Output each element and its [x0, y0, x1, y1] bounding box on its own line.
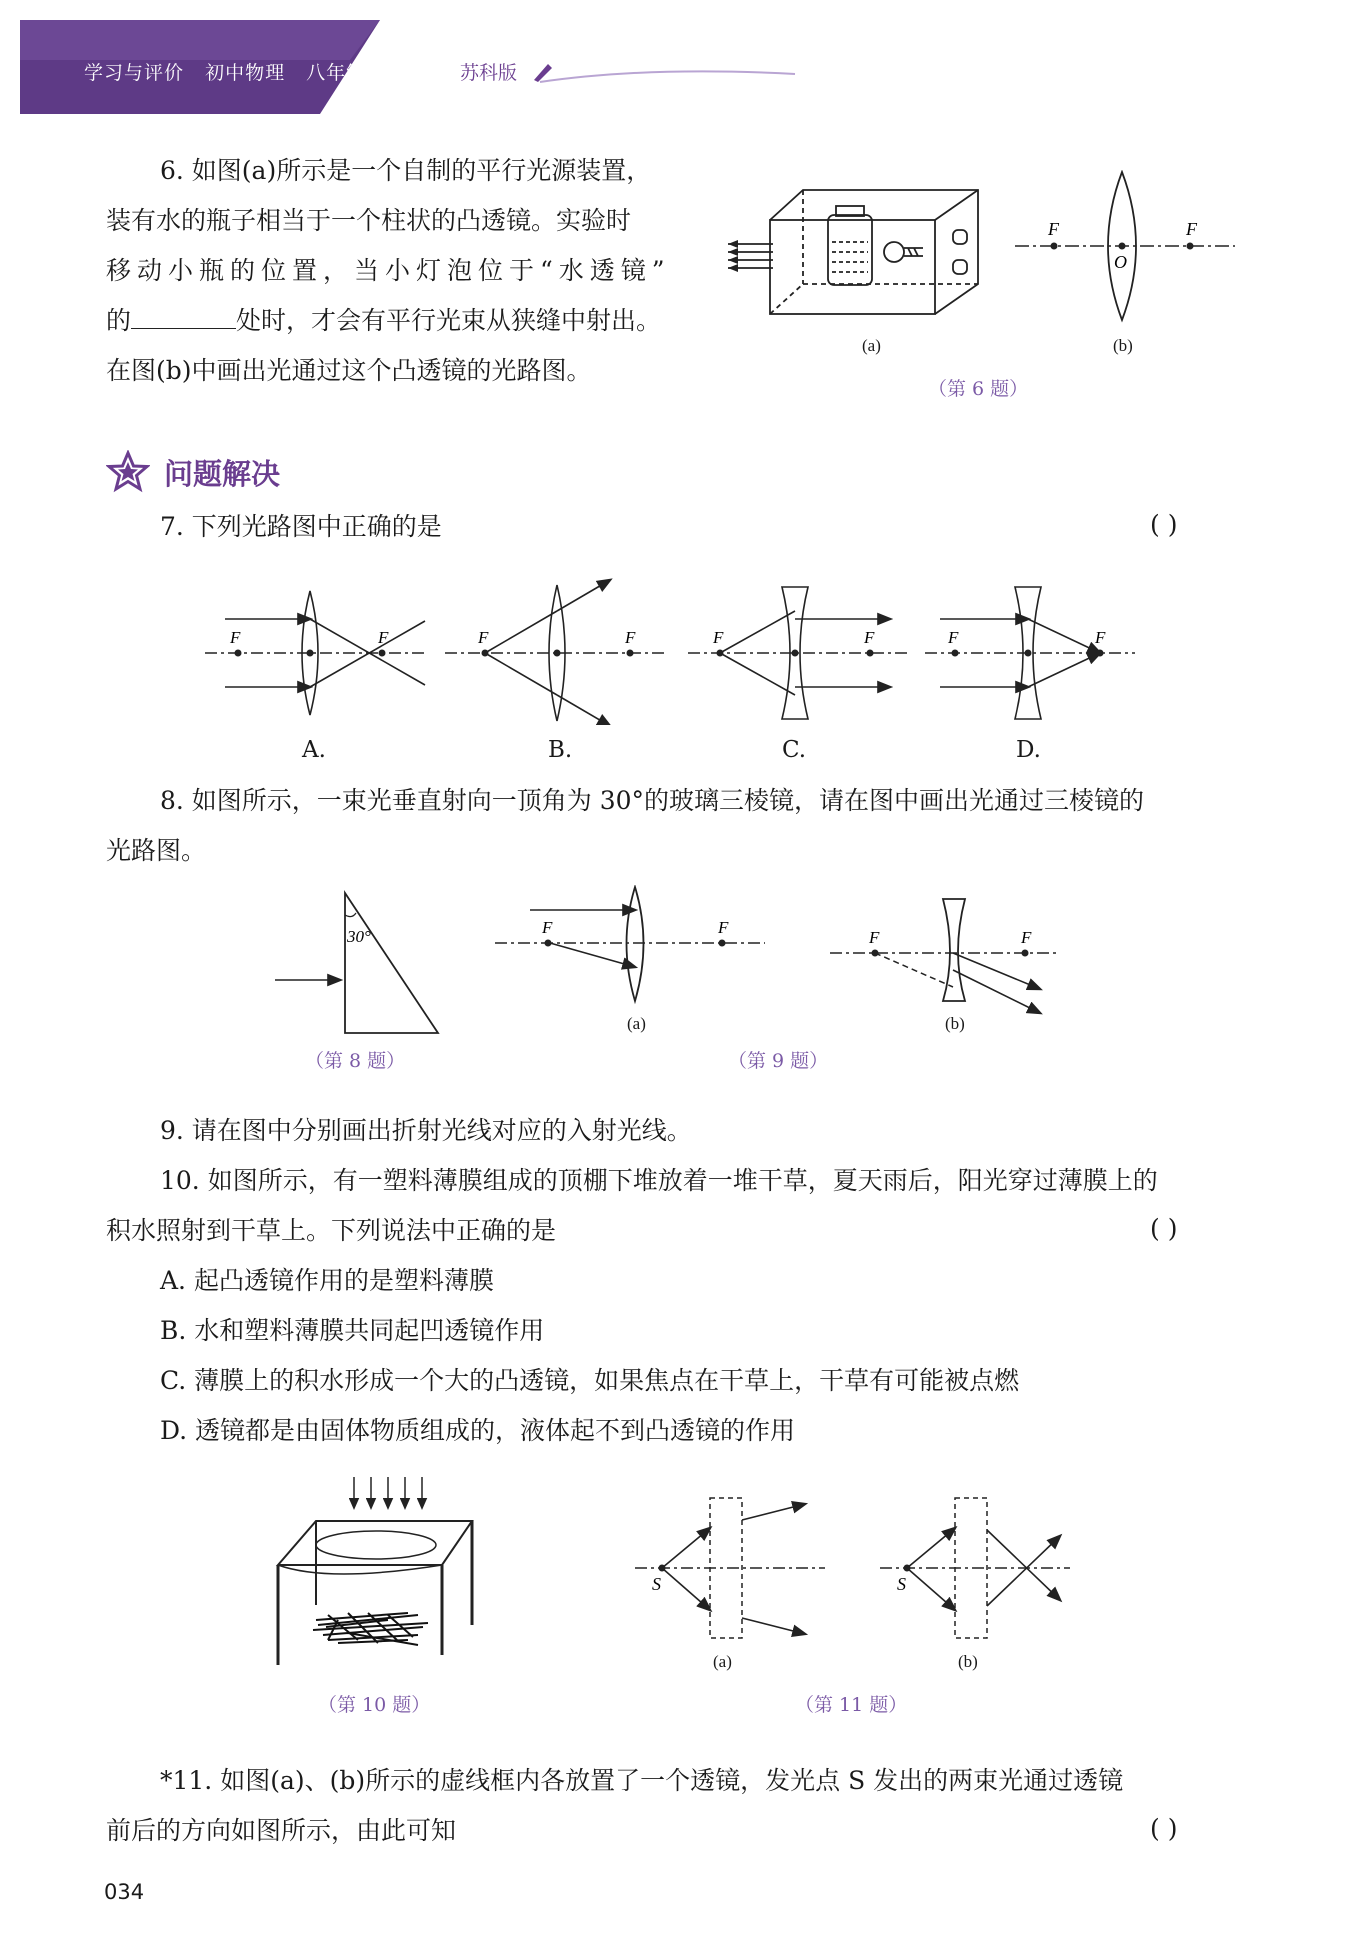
q11-figure-b [875, 1490, 1075, 1650]
q11b-source-label: S [897, 1574, 906, 1594]
q6-caption: （第 6 题） [928, 378, 1029, 400]
q7-b-focus-left: F [478, 628, 489, 647]
q11-fig-b-label: (b) [958, 1652, 978, 1671]
edition-label: 苏科版 [460, 62, 518, 84]
q7-b-focus-right: F [625, 628, 636, 647]
q8-caption: （第 8 题） [305, 1050, 406, 1072]
q9-fig-b-label: (b) [945, 1014, 965, 1033]
q7-d-focus-left: F [948, 628, 959, 647]
q10-caption: （第 10 题） [318, 1694, 431, 1716]
q6-line-4-text: 处时，才会有平行光束从狭缝中射出。 [236, 306, 662, 335]
q9-fig-a-label: (a) [627, 1014, 646, 1033]
q6-line-3: 移动小瓶的位置，当小灯泡位于“水透镜” [106, 256, 671, 285]
page-number: 034 [104, 1880, 145, 1904]
q10-option-d[interactable]: D. 透镜都是由固体物质组成的，液体起不到凸透镜的作用 [160, 1416, 796, 1445]
q6-center-label: O [1114, 252, 1127, 272]
q11a-source-label: S [652, 1574, 661, 1594]
section-heading [106, 450, 281, 498]
q7-option-d[interactable]: D. [1016, 737, 1041, 763]
q10-answer-paren[interactable]: ( ) [1150, 1214, 1178, 1243]
q7-answer-paren[interactable]: ( ) [1150, 510, 1178, 539]
header-text [84, 58, 420, 85]
star-icon [106, 450, 150, 494]
q6-line-4-prefix: 的 [106, 306, 132, 335]
q10-option-a[interactable]: A. 起凸透镜作用的是塑料薄膜 [160, 1266, 494, 1295]
q10-option-c[interactable]: C. 薄膜上的积水形成一个大的凸透镜，如果焦点在干草上，干草有可能被点燃 [160, 1366, 1020, 1395]
q7-a-focus-left: F [230, 628, 241, 647]
q9b-focus-left: F [869, 928, 880, 947]
q6-line-2: 装有水的瓶子相当于一个柱状的凸透镜。实验时 [106, 206, 632, 235]
q10-canopy-figure [268, 1475, 488, 1675]
q7-option-a[interactable]: A. [302, 737, 326, 763]
q7-a-focus-right: F [378, 628, 389, 647]
q11-line-2: 前后的方向如图所示，由此可知 [106, 1816, 457, 1845]
answer-blank[interactable] [131, 298, 236, 329]
q9a-focus-right: F [718, 918, 729, 937]
q9-text: 9. 请在图中分别画出折射光线对应的入射光线。 [160, 1116, 692, 1145]
q7-options-figure [200, 575, 1150, 725]
q9b-focus-right: F [1021, 928, 1032, 947]
q10-option-b[interactable]: B. 水和塑料薄膜共同起凹透镜作用 [160, 1316, 545, 1345]
q8-line-2: 光路图。 [106, 836, 207, 865]
q9-figure-b [825, 895, 1065, 1020]
q7-c-focus-right: F [864, 628, 875, 647]
q8-angle-label: 30° [347, 927, 371, 946]
q7-d-focus-right: F [1095, 628, 1106, 647]
q6-fig-a-label: (a) [862, 336, 881, 355]
q6-figure-b-lens [1010, 170, 1240, 330]
q7-option-c[interactable]: C. [782, 737, 807, 763]
q6-line-5: 在图(b)中画出光通过这个凸透镜的光路图。 [106, 356, 592, 385]
book-title: 学习与评价 [84, 62, 185, 84]
section-title: 问题解决 [164, 457, 281, 491]
q10-line-1: 10. 如图所示，有一塑料薄膜组成的顶棚下堆放着一堆干草，夏天雨后，阳光穿过薄膜上的 [160, 1166, 1158, 1195]
q11-figure-a [630, 1490, 830, 1650]
q11-line-1: *11. 如图(a)、(b)所示的虚线框内各放置了一个透镜，发光点 S 发出的两束光通过透镜 [160, 1766, 1124, 1795]
q6-fig-b-label: (b) [1113, 336, 1133, 355]
q11-caption: （第 11 题） [795, 1694, 908, 1716]
q9-caption: （第 9 题） [728, 1050, 829, 1072]
q8-prism-figure [270, 885, 450, 1040]
q6-focus-left-label: F [1048, 219, 1059, 239]
q10-line-2: 积水照射到干草上。下列说法中正确的是 [106, 1216, 557, 1245]
subject-label: 初中物理 [205, 62, 286, 84]
q8-line-1: 8. 如图所示，一束光垂直射向一顶角为 30°的玻璃三棱镜，请在图中画出光通过三棱镜的 [160, 786, 1145, 815]
q7-text: 7. 下列光路图中正确的是 [160, 512, 442, 541]
q11-answer-paren[interactable]: ( ) [1150, 1814, 1178, 1843]
q11-fig-a-label: (a) [713, 1652, 732, 1671]
q9-figure-a [490, 885, 770, 1015]
grade-label: 八年级上册 [306, 62, 407, 84]
q7-c-focus-left: F [713, 628, 724, 647]
q7-option-b[interactable]: B. [548, 737, 573, 763]
q6-line-1: 6. 如图(a)所示是一个自制的平行光源装置， [160, 156, 652, 185]
q6-focus-right-label: F [1186, 219, 1197, 239]
q9a-focus-left: F [542, 918, 553, 937]
q6-line-4 [106, 296, 661, 346]
pencil-icon [530, 56, 800, 86]
q6-figure-a-device [728, 180, 988, 320]
